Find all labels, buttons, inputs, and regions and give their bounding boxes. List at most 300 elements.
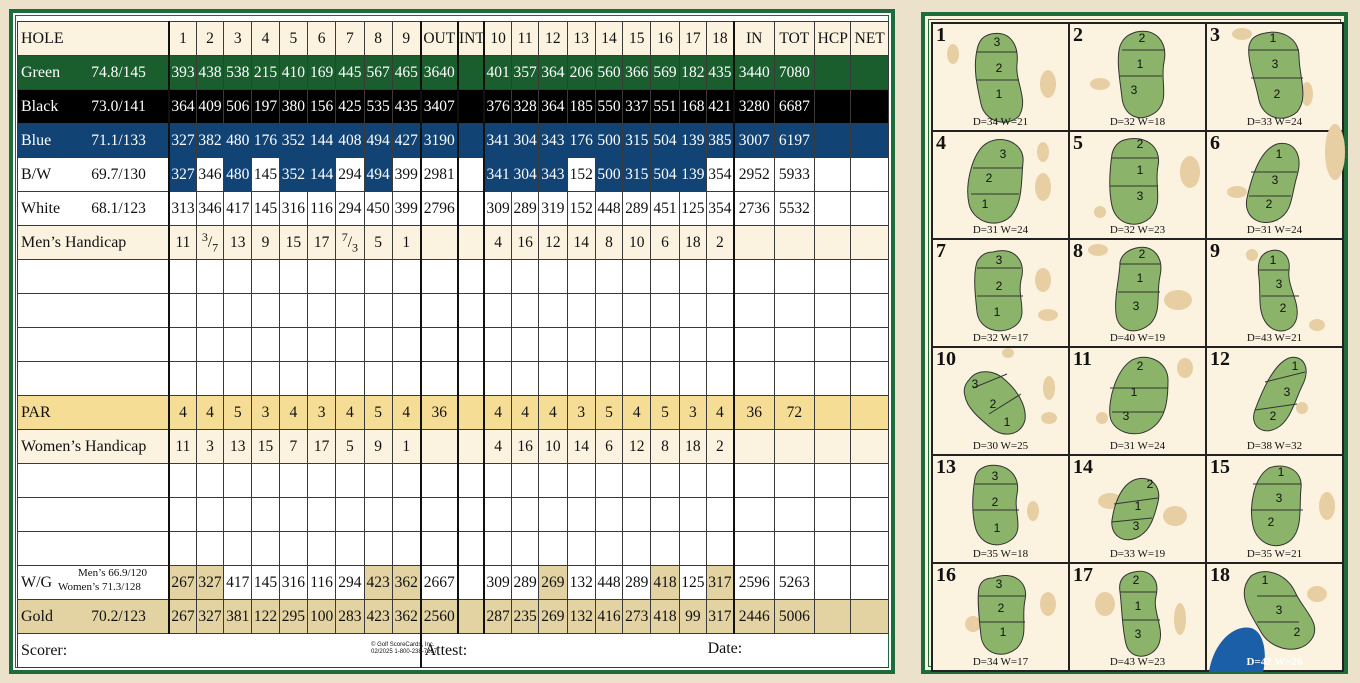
player-row-4-cell[interactable] [364,362,392,396]
green-diagram-hole-17 [1069,563,1206,671]
tee-white-row-hole-8: 450 [364,192,392,226]
player-row-2-cell[interactable] [169,294,196,328]
player-row-1-cell[interactable] [512,260,539,294]
player-row-5-cell[interactable] [851,464,889,498]
tee-bw-row-hole-14: 500 [595,158,622,192]
pin-position-label: 3 [1271,57,1279,71]
green-dimensions: D=43 W=23 [1109,656,1166,668]
player-row-6-cell[interactable] [595,498,622,532]
player-row-7-cell[interactable] [623,532,651,566]
tee-blue-row-hole-1: 327 [169,124,196,158]
tee-bw-row-hole-2: 346 [196,158,223,192]
pin-position-label: 3 [1134,627,1142,641]
player-row-7-cell[interactable] [364,532,392,566]
tee-black-row-hole-7: 425 [336,90,364,124]
scorer-field[interactable] [18,634,438,668]
par-in: 36 [734,396,774,430]
player-row-3-cell[interactable] [734,328,774,362]
copyright-line-2: 02/2025 1-800-238-7267 [371,649,438,655]
player-row-5-cell[interactable] [539,464,567,498]
player-row-6-cell[interactable] [734,498,774,532]
tee-bw-row-out: 2981 [421,158,458,192]
player-row-3-cell[interactable] [484,328,511,362]
mens-handicap-hole-1: 11 [169,226,196,260]
mens-handicap-hole-2: $^3/_7$ [196,226,223,260]
tee-gold-row-in: 2446 [734,600,774,634]
tee-black-row-hole-6: 156 [307,90,335,124]
player-row-3-cell[interactable] [539,328,567,362]
player-row-3[interactable] [18,328,889,362]
putting-green [1249,32,1303,118]
player-row-6-cell[interactable] [484,498,511,532]
tee-green-row-hole-13: 206 [567,56,595,90]
player-row-1-cell[interactable] [364,260,392,294]
player-row-3-cell[interactable] [774,328,814,362]
tee-green-row-hole-4: 215 [252,56,279,90]
green-diagram-hole-5 [1069,131,1206,239]
bunker-shape [1096,412,1108,424]
header-11: 11 [512,22,539,56]
putting-green [1110,138,1159,224]
player-row-1-cell[interactable] [774,260,814,294]
mens-handicap-hole-3: 13 [224,226,252,260]
player-row-6-cell[interactable] [567,498,595,532]
player-row-6-cell[interactable] [364,498,392,532]
green-diagram-hole-11 [1069,347,1206,455]
player-row-7-cell[interactable] [851,532,889,566]
player-row-5-cell[interactable] [595,464,622,498]
player-row-2-cell[interactable] [252,294,279,328]
player-row-2[interactable] [18,294,889,328]
player-row-6-cell[interactable] [224,498,252,532]
player-row-4-cell[interactable] [512,362,539,396]
pin-position-label: 3 [999,147,1007,161]
player-row-2-cell[interactable] [595,294,622,328]
wg-out: 2667 [421,566,458,600]
player-row-5-cell[interactable] [623,464,651,498]
player-row-3-cell[interactable] [623,328,651,362]
header-out: OUT [421,22,458,56]
tee-green-row-hole-2: 438 [196,56,223,90]
player-row-7-cell[interactable] [815,532,851,566]
bunker-shape [1309,319,1325,331]
hole-header-row [18,22,889,56]
header-1: 1 [169,22,196,56]
player-row-7-cell[interactable] [279,532,307,566]
player-row-2-cell[interactable] [851,294,889,328]
pin-position-label: 3 [1130,83,1138,97]
player-row-4-cell[interactable] [196,362,223,396]
player-row-3-cell[interactable] [851,328,889,362]
player-row-2-cell[interactable] [774,294,814,328]
wg-hole-8: 423 [364,566,392,600]
player-row-4-cell[interactable] [392,362,420,396]
player-row-2-cell[interactable] [364,294,392,328]
womens-handicap-hole-9: 1 [392,430,420,464]
player-row-5-cell[interactable] [512,464,539,498]
player-row-7-cell[interactable] [421,532,458,566]
player-row-5-cell[interactable] [706,464,733,498]
tee-gold-row-hole-7: 283 [336,600,364,634]
player-row-5-cell[interactable] [307,464,335,498]
player-row-1[interactable] [18,260,889,294]
player-row-5-cell[interactable] [421,464,458,498]
player-row-3-cell[interactable] [421,328,458,362]
player-row-3-cell[interactable] [307,328,335,362]
bunker-shape [1035,173,1051,201]
mens-handicap-net [851,226,889,260]
player-row-6-cell[interactable] [679,498,706,532]
tee-bw-row-hole-9: 399 [392,158,420,192]
tee-rating: 71.1/133 [91,124,169,158]
player-row-6-cell[interactable] [392,498,420,532]
bunker-shape [1163,506,1187,526]
par-hole-1: 4 [169,396,196,430]
player-row-4-cell[interactable] [595,362,622,396]
par-hole-14: 5 [595,396,622,430]
player-row-3-cell[interactable] [196,328,223,362]
player-row-4-cell[interactable] [421,362,458,396]
tee-green-row-hole-7: 445 [336,56,364,90]
player-row-3-cell[interactable] [595,328,622,362]
player-row-4-cell[interactable] [252,362,279,396]
player-row-3-cell[interactable] [364,328,392,362]
tee-blue-row-hole-12: 343 [539,124,567,158]
player-row-3-cell[interactable] [679,328,706,362]
player-row-2-name [18,294,170,328]
player-row-6-cell[interactable] [336,498,364,532]
player-row-1-cell[interactable] [392,260,420,294]
bunker-shape [1040,70,1056,98]
player-row-6-cell[interactable] [421,498,458,532]
player-row-7-cell[interactable] [458,532,484,566]
player-row-2-cell[interactable] [815,294,851,328]
player-row-1-cell[interactable] [706,260,733,294]
pin-position-label: 2 [1279,301,1287,315]
pin-position-label: 1 [1269,253,1277,267]
player-row-6-cell[interactable] [706,498,733,532]
tee-bw-row-hole-7: 294 [336,158,364,192]
player-row-4-cell[interactable] [567,362,595,396]
hole-label: HOLE [18,22,170,56]
green-diagram-hole-14 [1069,455,1206,563]
tee-bw-row-hole-11: 304 [512,158,539,192]
player-row-1-cell[interactable] [734,260,774,294]
player-row-1-cell[interactable] [336,260,364,294]
pin-position-label: 1 [1291,359,1299,373]
green-hole-number: 12 [1210,348,1230,370]
womens-handicap-int [458,430,484,464]
player-row-4-cell[interactable] [484,362,511,396]
pin-position-label: 2 [995,279,1003,293]
player-row-7-cell[interactable] [567,532,595,566]
player-row-4-cell[interactable] [458,362,484,396]
player-row-1-cell[interactable] [623,260,651,294]
green-dimensions: D=42 W=26 [1246,656,1303,668]
player-row-5-cell[interactable] [458,464,484,498]
player-row-7-cell[interactable] [774,532,814,566]
player-row-7-cell[interactable] [169,532,196,566]
tee-blue-row-out: 3190 [421,124,458,158]
player-row-4-cell[interactable] [224,362,252,396]
player-row-3-cell[interactable] [336,328,364,362]
player-row-3-cell[interactable] [706,328,733,362]
player-row-2-cell[interactable] [651,294,679,328]
tee-blue-row-hole-14: 500 [595,124,622,158]
player-row-1-cell[interactable] [539,260,567,294]
tee-name: Gold [18,600,92,634]
womens-handicap-hole-4: 15 [252,430,279,464]
player-row-4-cell[interactable] [279,362,307,396]
player-row-7-cell[interactable] [706,532,733,566]
player-row-2-cell[interactable] [734,294,774,328]
player-row-3-cell[interactable] [279,328,307,362]
header-15: 15 [623,22,651,56]
tee-green-row-hole-16: 569 [651,56,679,90]
player-row-5-cell[interactable] [279,464,307,498]
bunker-shape [965,616,981,632]
player-row-5[interactable] [18,464,889,498]
player-row-3-cell[interactable] [651,328,679,362]
tee-blue-row-int [458,124,484,158]
bunker-shape [1296,402,1308,414]
player-row-2-cell[interactable] [336,294,364,328]
tee-white-row-out: 2796 [421,192,458,226]
tee-bw-row-hole-1: 327 [169,158,196,192]
player-row-2-cell[interactable] [279,294,307,328]
player-row-6-cell[interactable] [307,498,335,532]
pin-position-label: 2 [991,495,999,509]
player-row-6-cell[interactable] [169,498,196,532]
tee-green-row-out: 3640 [421,56,458,90]
pin-position-label: 1 [1136,271,1144,285]
player-row-2-cell[interactable] [512,294,539,328]
tee-gold-row-hcp [815,600,851,634]
player-row-7-cell[interactable] [336,532,364,566]
player-row-2-cell[interactable] [307,294,335,328]
player-row-4-cell[interactable] [815,362,851,396]
player-row-1-cell[interactable] [421,260,458,294]
player-row-7-cell[interactable] [307,532,335,566]
womens-handicap-hole-15: 12 [623,430,651,464]
mens-handicap-hole-10: 4 [484,226,511,260]
player-row-4-name [18,362,170,396]
tee-bw-row-hole-17: 139 [679,158,706,192]
mens-handicap-hole-6: 17 [307,226,335,260]
player-row-6-cell[interactable] [623,498,651,532]
player-row-4-cell[interactable] [734,362,774,396]
player-row-3-cell[interactable] [392,328,420,362]
pin-position-label: 1 [1269,31,1277,45]
womens-handicap-hole-5: 7 [279,430,307,464]
mens-handicap-hole-8: 5 [364,226,392,260]
player-row-2-cell[interactable] [706,294,733,328]
player-row-3-cell[interactable] [169,328,196,362]
green-diagram-hole-3 [1206,23,1343,131]
player-row-4-cell[interactable] [651,362,679,396]
tee-green-row-int [458,56,484,90]
tee-rating: 73.0/141 [91,90,169,124]
player-row-3-cell[interactable] [458,328,484,362]
tee-black-row-hole-16: 551 [651,90,679,124]
player-row-5-cell[interactable] [224,464,252,498]
player-row-2-cell[interactable] [539,294,567,328]
player-row-1-cell[interactable] [279,260,307,294]
player-row-1-cell[interactable] [458,260,484,294]
tee-black-row-hole-12: 364 [539,90,567,124]
tee-gold-row-hole-4: 122 [252,600,279,634]
player-row-4[interactable] [18,362,889,396]
par-hcp [815,396,851,430]
player-row-5-cell[interactable] [679,464,706,498]
womens-handicap-hole-3: 13 [224,430,252,464]
bunker-shape [1027,501,1039,521]
bunker-shape [1095,592,1115,616]
player-row-4-cell[interactable] [679,362,706,396]
player-row-5-cell[interactable] [392,464,420,498]
player-row-3-cell[interactable] [252,328,279,362]
player-row-1-cell[interactable] [307,260,335,294]
tee-black-row-hole-4: 197 [252,90,279,124]
player-row-5-cell[interactable] [196,464,223,498]
mens-handicap-hole-18: 2 [706,226,733,260]
player-row-4-cell[interactable] [774,362,814,396]
green-diagram-hole-12 [1206,347,1343,455]
pin-position-label: 2 [1146,477,1154,491]
player-row-7-cell[interactable] [512,532,539,566]
player-row-1-cell[interactable] [815,260,851,294]
date-label: Date: [707,640,743,657]
player-row-4-cell[interactable] [623,362,651,396]
mens-handicap-hole-16: 6 [651,226,679,260]
player-row-1-cell[interactable] [196,260,223,294]
tee-bw-row-hcp [815,158,851,192]
player-row-7-cell[interactable] [595,532,622,566]
player-row-4-cell[interactable] [706,362,733,396]
player-row-5-cell[interactable] [169,464,196,498]
mens-handicap-hole-17: 18 [679,226,706,260]
player-row-4-cell[interactable] [307,362,335,396]
player-row-4-cell[interactable] [851,362,889,396]
player-row-1-cell[interactable] [484,260,511,294]
player-row-6-cell[interactable] [539,498,567,532]
tee-name: Blue [18,124,92,158]
player-row-4-cell[interactable] [336,362,364,396]
player-row-3-cell[interactable] [567,328,595,362]
womens-handicap-label: Women’s Handicap [18,430,170,464]
player-row-2-cell[interactable] [623,294,651,328]
player-row-2-cell[interactable] [196,294,223,328]
player-row-7[interactable] [18,532,889,566]
pin-position-label: 2 [1273,87,1281,101]
attest-field[interactable] [421,634,889,668]
pin-position-label: 3 [1275,491,1283,505]
player-row-6-cell[interactable] [815,498,851,532]
player-row-4-cell[interactable] [539,362,567,396]
player-row-5-cell[interactable] [774,464,814,498]
player-row-6-cell[interactable] [774,498,814,532]
player-row-2-cell[interactable] [421,294,458,328]
player-row-2-cell[interactable] [458,294,484,328]
player-row-2-cell[interactable] [567,294,595,328]
player-row-3-cell[interactable] [512,328,539,362]
player-row-1-cell[interactable] [851,260,889,294]
player-row-6-cell[interactable] [851,498,889,532]
player-row-7-cell[interactable] [651,532,679,566]
wg-hole-17: 125 [679,566,706,600]
player-row-6-cell[interactable] [512,498,539,532]
player-row-6-cell[interactable] [196,498,223,532]
player-row-5-cell[interactable] [651,464,679,498]
player-row-5-cell[interactable] [252,464,279,498]
player-row-5-cell[interactable] [484,464,511,498]
header-tot: TOT [774,22,814,56]
player-row-1-cell[interactable] [651,260,679,294]
player-row-5-cell[interactable] [815,464,851,498]
player-row-1-cell[interactable] [224,260,252,294]
tee-blue-row-in: 3007 [734,124,774,158]
player-row-1-cell[interactable] [169,260,196,294]
wg-hole-9: 362 [392,566,420,600]
bunker-shape [1325,124,1345,180]
player-row-7-cell[interactable] [392,532,420,566]
pin-position-label: 1 [1136,163,1144,177]
player-row-7-cell[interactable] [196,532,223,566]
pin-position-label: 1 [981,197,989,211]
player-row-5-cell[interactable] [364,464,392,498]
player-row-1-cell[interactable] [252,260,279,294]
player-row-6-cell[interactable] [279,498,307,532]
womens-handicap-hole-2: 3 [196,430,223,464]
tee-rating: 68.1/123 [91,192,169,226]
player-row-2-cell[interactable] [679,294,706,328]
header-9: 9 [392,22,420,56]
green-dimensions: D=32 W=18 [1109,116,1166,128]
player-row-5-cell[interactable] [336,464,364,498]
tee-bw-row-hole-12: 343 [539,158,567,192]
player-row-6[interactable] [18,498,889,532]
player-row-1-cell[interactable] [595,260,622,294]
player-row-4-cell[interactable] [169,362,196,396]
player-row-5-cell[interactable] [567,464,595,498]
player-row-7-cell[interactable] [252,532,279,566]
player-row-2-cell[interactable] [224,294,252,328]
player-row-6-cell[interactable] [651,498,679,532]
wg-label: W/G [21,573,53,591]
player-row-7-cell[interactable] [539,532,567,566]
player-row-6-cell[interactable] [458,498,484,532]
header-5: 5 [279,22,307,56]
bunker-shape [1043,376,1055,400]
player-row-1-cell[interactable] [679,260,706,294]
player-row-2-cell[interactable] [392,294,420,328]
player-row-1-cell[interactable] [567,260,595,294]
player-row-3-cell[interactable] [815,328,851,362]
player-row-6-cell[interactable] [252,498,279,532]
player-row-2-cell[interactable] [484,294,511,328]
player-row-5-cell[interactable] [734,464,774,498]
par-out: 36 [421,396,458,430]
pin-position-label: 2 [1138,247,1146,261]
tee-blue-row-hcp [815,124,851,158]
player-row-7-cell[interactable] [484,532,511,566]
player-row-7-cell[interactable] [679,532,706,566]
player-row-3-cell[interactable] [224,328,252,362]
green-hole-number: 1 [936,24,946,46]
player-row-7-cell[interactable] [224,532,252,566]
player-row-7-cell[interactable] [734,532,774,566]
mens-handicap-hole-12: 12 [539,226,567,260]
